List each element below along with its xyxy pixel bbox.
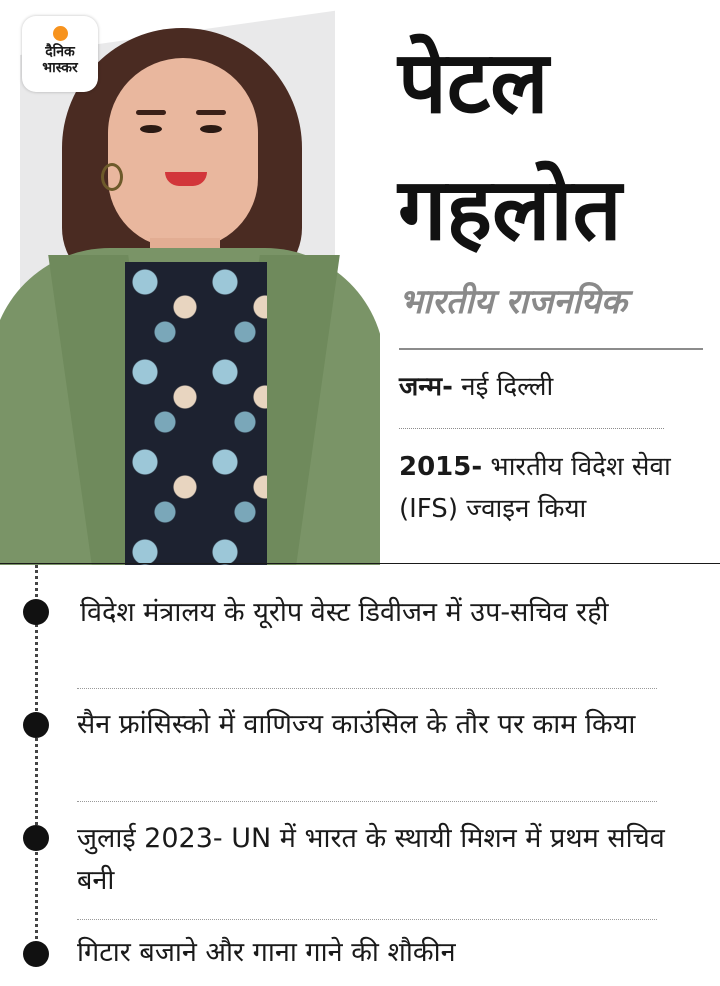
sun-icon bbox=[53, 26, 68, 41]
timeline-bullet bbox=[23, 599, 49, 625]
photo-blouse bbox=[125, 262, 267, 565]
dotted-divider bbox=[77, 801, 657, 802]
timeline-fact: सैन फ्रांसिस्को में वाणिज्य काउंसिल के तौर पर काम किया bbox=[77, 709, 636, 740]
section-separator bbox=[0, 563, 720, 564]
timeline-bullet bbox=[23, 941, 49, 967]
ifs-text: भारतीय विदेश सेवा (IFS) ज्वाइन किया bbox=[399, 452, 671, 524]
photo-right-eye bbox=[200, 125, 222, 133]
designation: भारतीय राजनयिक bbox=[399, 282, 627, 322]
dainik-bhaskar-logo bbox=[22, 16, 98, 92]
divider bbox=[399, 348, 703, 350]
photo-earring bbox=[101, 163, 123, 191]
dotted-divider bbox=[77, 919, 657, 920]
photo-left-brow bbox=[136, 110, 166, 115]
dotted-divider bbox=[77, 688, 657, 689]
photo-face bbox=[108, 58, 258, 248]
photo-left-eye bbox=[140, 125, 162, 133]
timeline-fact: गिटार बजाने और गाना गाने की शौकीन bbox=[77, 937, 456, 968]
first-name: पेटल bbox=[398, 33, 549, 133]
timeline-fact: विदेश मंत्रालय के यूरोप वेस्ट डिवीजन में उप-सचिव रही bbox=[80, 597, 609, 628]
birth-info bbox=[399, 366, 553, 408]
dotted-divider bbox=[399, 428, 664, 429]
timeline-bullet bbox=[23, 712, 49, 738]
birth-value: नई दिल्ली bbox=[452, 372, 554, 402]
last-name: गहलोत bbox=[398, 160, 622, 260]
logo-text-line1: दैनिक bbox=[45, 44, 75, 60]
birth-label: जन्म- bbox=[399, 372, 453, 402]
photo-right-brow bbox=[196, 110, 226, 115]
logo-text-line2: भास्कर bbox=[42, 60, 78, 76]
ifs-info bbox=[399, 446, 709, 530]
ifs-year: 2015- bbox=[399, 452, 483, 482]
timeline-fact: जुलाई 2023- UN में भारत के स्थायी मिशन में प्रथम सचिव बनी bbox=[77, 823, 665, 896]
timeline-bullet bbox=[23, 825, 49, 851]
